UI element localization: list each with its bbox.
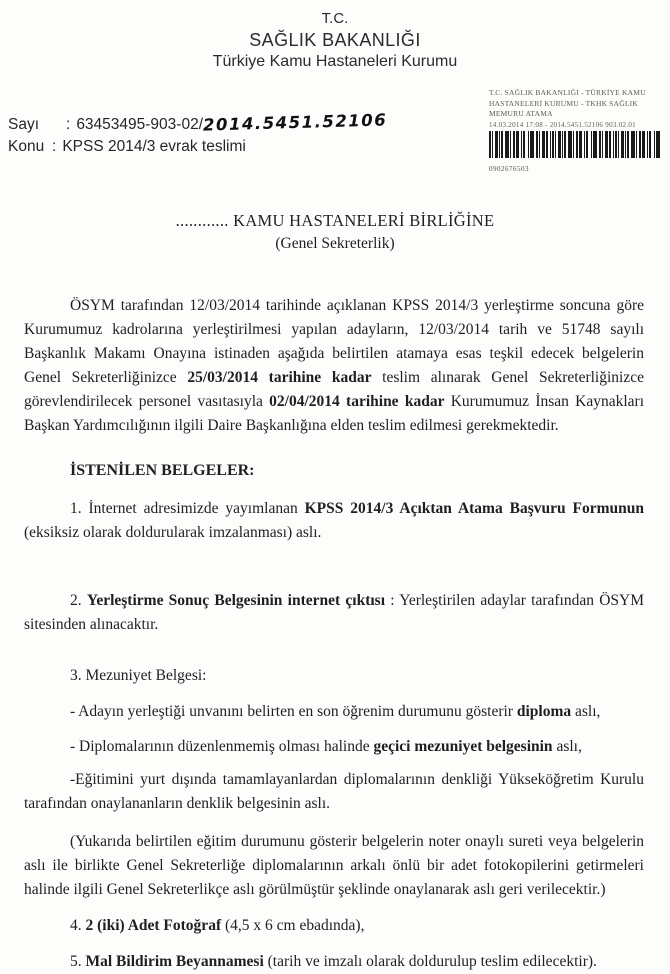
- notary-note: (Yukarıda belirtilen eğitim durumunu gösterir belgelerin noter onaylı sureti veya belgelerin aslı ile birlikte Genel Sekreterliğe diplomalarının arkalı önlü bir adet fotokopilerini getirmeleri halinde ilgili Genel Sekreterlikçe aslı görülmüştür şeklinde onaylanarak aslı geri verilecektir.): [24, 833, 644, 899]
- required-item-4: 4. 2 (iki) Adet Fotoğraf (4,5 x 6 cm ebadında),: [70, 917, 365, 935]
- recipient-title: ............ KAMU HASTANELERİ BİRLİĞİNE: [175, 210, 495, 230]
- stamp-line-1: T.C. SAĞLIK BAKANLIĞI - TÜRKİYE KAMU: [489, 88, 646, 97]
- letter-body: [0, 294, 670, 974]
- stamp-date-line: 14.03.2014 17:08 - 2014.5451.52106 903.02.01: [489, 120, 636, 129]
- sayi-row: [8, 112, 387, 136]
- required-item-2: 2. Yerleştirme Sonuç Belgesinin internet çıktısı : Yerleştirilen adaylar tarafından ÖSYM sitesinden alınacaktır.: [24, 592, 645, 634]
- sayi-colon: :: [66, 116, 71, 133]
- recipient-block: [0, 209, 670, 255]
- registry-stamp: [489, 88, 665, 173]
- sayi-label: Sayı: [8, 116, 40, 133]
- document-meta: [8, 112, 387, 159]
- barcode: [489, 131, 661, 158]
- konu-value: KPSS 2014/3 evrak teslimi: [62, 138, 246, 156]
- required-item-5: 5. Mal Bildirim Beyannamesi (tarih ve imzalı olarak doldurulup teslim edilecektir).: [70, 953, 597, 971]
- intro-paragraph: ÖSYM tarafından 12/03/2014 tarihinde açıklanan KPSS 2014/3 yerleştirme soncuna göre Kurumumuz kadrolarına yerleştirilmesi yapılan adayların, 12/03/2014 tarih ve 51748 sayılı Başkanlık Makamı Onayına istinaden aşağıda belirtilen atamaya esas teşkil edecek belgelerin Genel Sekreterliğinizce 25/03/2014 tarihine kadar teslim alınarak Genel Sekreterliğinizce görevlendirilecek personel vasıtasıyla 02/04/2014 tarihine kadar Kurumumuz İnsan Kaynakları Başkan Yardımcılığının ilgili Daire Başkanlığına elden teslim edilmesi gerekmektedir.: [24, 297, 645, 435]
- stamp-line-3: MEMURU ATAMA: [489, 109, 553, 118]
- sayi-handwritten-value: 2014.5451.52106: [202, 110, 388, 135]
- section-heading: İSTENİLEN BELGELER:: [70, 462, 255, 480]
- sayi-printed-value: 63453495-903-02/: [76, 116, 204, 133]
- letterhead-tc: T.C.: [321, 10, 349, 27]
- konu-label: Konu: [8, 138, 45, 156]
- letterhead-ministry: SAĞLIK BAKANLIĞI: [249, 29, 421, 50]
- stamp-line-2: HASTANELERİ KURUMU - TKHK SAĞLIK: [489, 98, 638, 108]
- letterhead: [0, 0, 670, 73]
- equivalence-sub-item: -Eğitimini yurt dışında tamamlayanlardan diplomalarının denkliği Yükseköğretim Kurulu tarafından onaylananların denklik belgesinin aslı.: [24, 771, 644, 813]
- required-item-3: 3. Mezuniyet Belgesi:: [70, 667, 207, 685]
- diploma-sub-item: - Adayın yerleştiği unvanını belirten en son öğrenim durumunu gösterir diploma aslı,: [70, 703, 601, 721]
- temp-diploma-sub-item: - Diplomalarının düzenlenmemiş olması halinde geçici mezuniyet belgesinin aslı,: [70, 738, 582, 756]
- letterhead-institution: Türkiye Kamu Hastaneleri Kurumu: [212, 52, 458, 70]
- stamp-number: 0902676503: [489, 164, 529, 173]
- required-item-1: 1. İnternet adresimizde yayımlanan KPSS 2014/3 Açıktan Atama Başvuru Formunun (eksiksiz olarak doldurularak imzalanması) aslı.: [24, 500, 644, 542]
- konu-colon: :: [52, 138, 57, 156]
- konu-row: [8, 136, 387, 158]
- recipient-subtitle: (Genel Sekreterlik): [275, 234, 395, 252]
